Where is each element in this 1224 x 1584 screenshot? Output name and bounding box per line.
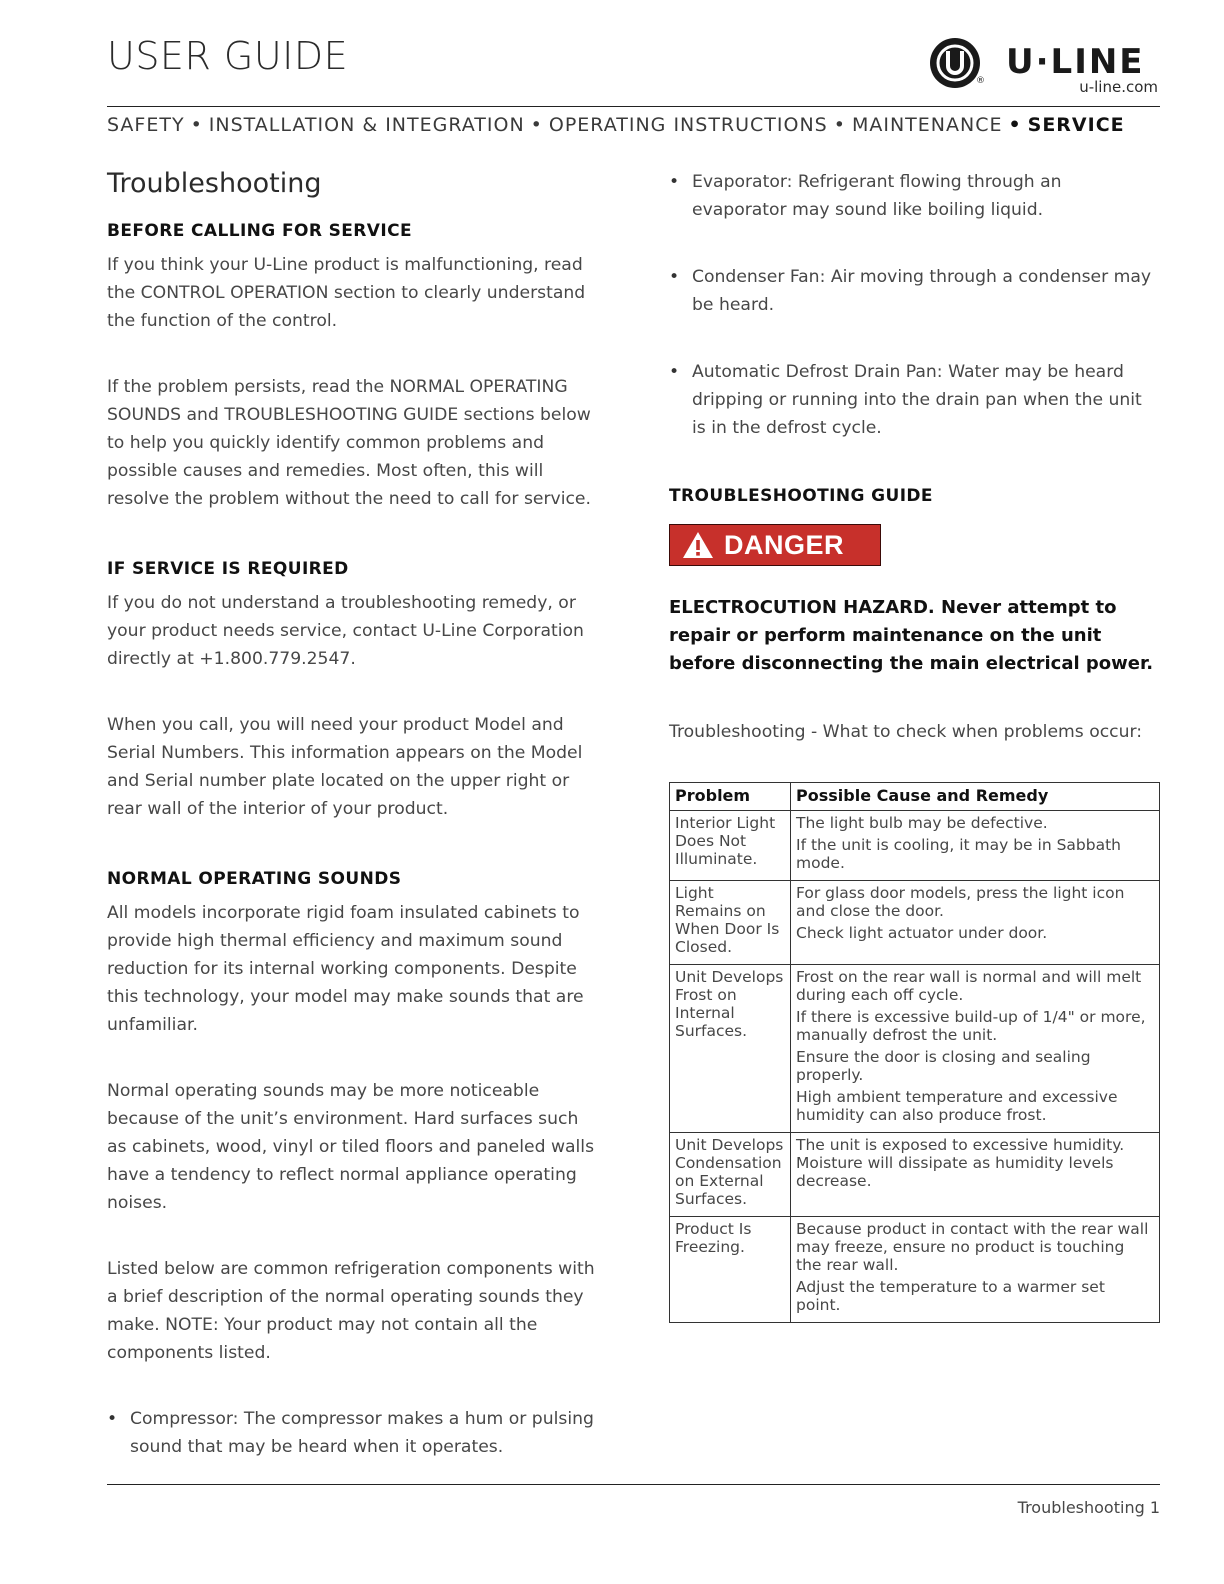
left-column (107, 168, 597, 1500)
table-row (670, 1133, 1160, 1217)
cause-cell (791, 1133, 1160, 1217)
nav-item-safety[interactable]: SAFETY (107, 114, 185, 136)
cause-line: Because product in contact with the rear wall may freeze, ensure no product is touching the rear wall. (796, 1220, 1149, 1274)
electrocution-hazard-text: ELECTROCUTION HAZARD. Never attempt to repair or perform maintenance on the unit before disconnecting the main electrical power. (669, 597, 1154, 674)
normal-sounds-paragraph-2: Normal operating sounds may be more noticeable because of the unit’s environment. Hard surfaces such as cabinets, wood, vinyl or tiled floors and paneled walls have a tendency to reflect normal appliance operating noises. (107, 1081, 595, 1213)
nav-item-operating[interactable]: OPERATING INSTRUCTIONS (548, 114, 828, 136)
cause-cell (791, 881, 1160, 965)
table-intro: Troubleshooting - What to check when problems occur: (669, 722, 1143, 742)
uline-logo[interactable] (928, 36, 1160, 96)
problem-cell: Unit Develops Frost on Internal Surfaces. (670, 965, 791, 1133)
logo-url[interactable]: u-line.com (1079, 78, 1158, 96)
uline-logo-icon (928, 36, 982, 90)
column-header-cause: Possible Cause and Remedy (791, 783, 1160, 811)
cause-line: The light bulb may be defective. (796, 814, 1048, 832)
cause-line: Frost on the rear wall is normal and will melt during each off cycle. (796, 968, 1142, 1004)
cause-line: The unit is exposed to excessive humidity. Moisture will dissipate as humidity levels decrease. (796, 1136, 1125, 1190)
cause-line: If there is excessive build-up of 1/4" or more, manually defrost the unit. (796, 1008, 1146, 1044)
list-item-condenser: • Condenser Fan: Air moving through a condenser may be heard. (669, 263, 1160, 319)
page-label: Troubleshooting 1 (1017, 1498, 1160, 1517)
table-row (670, 811, 1160, 881)
registered-mark: ® (976, 76, 985, 86)
service-required-paragraph-1: If you do not understand a troubleshooting remedy, or your product needs service, contact U-Line Corporation directly at +1.800.779.2547. (107, 593, 584, 669)
normal-sounds-paragraph-1: All models incorporate rigid foam insulated cabinets to provide high thermal efficiency and maximum sound reduction for its internal working components. Despite this technology, your model may make sounds that are unfamiliar. (107, 903, 584, 1035)
logo-wordmark: U·LINE (1006, 42, 1145, 82)
warning-triangle-icon (682, 531, 714, 559)
document-title: USER GUIDE (107, 34, 349, 78)
troubleshooting-guide-heading: TROUBLESHOOTING GUIDE (669, 486, 933, 506)
normal-sounds-heading: NORMAL OPERATING SOUNDS (107, 869, 402, 889)
section-title: Troubleshooting (107, 168, 322, 199)
list-item-compressor: • Compressor: The compressor makes a hum or pulsing sound that may be heard when it operates. (107, 1405, 597, 1461)
footer-divider (107, 1484, 1160, 1485)
nav-separator: • (190, 114, 203, 136)
danger-label: DANGER (724, 529, 845, 560)
nav-separator: • (833, 114, 846, 136)
list-item-defrost: • Automatic Defrost Drain Pan: Water may be heard dripping or running into the drain pan when the unit is in the defrost cycle. (669, 358, 1160, 442)
normal-sounds-paragraph-3: Listed below are common refrigeration components with a brief description of the normal operating sounds they make. NOTE: Your product may not contain all the components listed. (107, 1259, 595, 1363)
service-required-heading: IF SERVICE IS REQUIRED (107, 559, 349, 579)
nav-separator: • (1008, 114, 1022, 136)
cause-cell (791, 811, 1160, 881)
sounds-list-right (669, 168, 1160, 442)
cause-line: High ambient temperature and excessive humidity can also produce frost. (796, 1088, 1118, 1124)
danger-banner (669, 524, 881, 566)
table-row (670, 965, 1160, 1133)
cause-line: Check light actuator under door. (796, 924, 1048, 942)
header-divider (107, 106, 1160, 107)
cause-cell (791, 1217, 1160, 1323)
before-calling-paragraph-1: If you think your U-Line product is malfunctioning, read the CONTROL OPERATION section to clearly understand the function of the control. (107, 255, 586, 331)
sounds-list-left (107, 1405, 597, 1461)
table-header-row (670, 783, 1160, 811)
section-nav (107, 114, 1160, 136)
problem-cell: Light Remains on When Door Is Closed. (670, 881, 791, 965)
cause-line: For glass door models, press the light icon and close the door. (796, 884, 1125, 920)
right-column (669, 168, 1160, 1323)
table-row (670, 1217, 1160, 1323)
before-calling-paragraph-2: If the problem persists, read the NORMAL OPERATING SOUNDS and TROUBLESHOOTING GUIDE sections below to help you quickly identify common problems and possible causes and remedies. Most often, this will resolve the problem without the need to call for service. (107, 377, 591, 509)
problem-cell: Interior Light Does Not Illuminate. (670, 811, 791, 881)
cause-line: Ensure the door is closing and sealing properly. (796, 1048, 1091, 1084)
cause-line: Adjust the temperature to a warmer set point. (796, 1278, 1105, 1314)
troubleshooting-table (669, 782, 1160, 1323)
problem-cell: Product Is Freezing. (670, 1217, 791, 1323)
nav-separator: • (530, 114, 543, 136)
table-row (670, 881, 1160, 965)
nav-item-installation[interactable]: INSTALLATION & INTEGRATION (208, 114, 525, 136)
before-calling-heading: BEFORE CALLING FOR SERVICE (107, 221, 412, 241)
nav-item-service[interactable]: SERVICE (1027, 114, 1125, 136)
list-item-evaporator: • Evaporator: Refrigerant flowing through an evaporator may sound like boiling liquid. (669, 168, 1160, 224)
column-header-problem: Problem (670, 783, 791, 811)
cause-cell (791, 965, 1160, 1133)
nav-item-maintenance[interactable]: MAINTENANCE (851, 114, 1003, 136)
service-required-paragraph-2: When you call, you will need your product Model and Serial Numbers. This information appears on the Model and Serial number plate located on the upper right or rear wall of the interior of your product. (107, 715, 583, 819)
cause-line: If the unit is cooling, it may be in Sabbath mode. (796, 836, 1121, 872)
problem-cell: Unit Develops Condensation on External Surfaces. (670, 1133, 791, 1217)
